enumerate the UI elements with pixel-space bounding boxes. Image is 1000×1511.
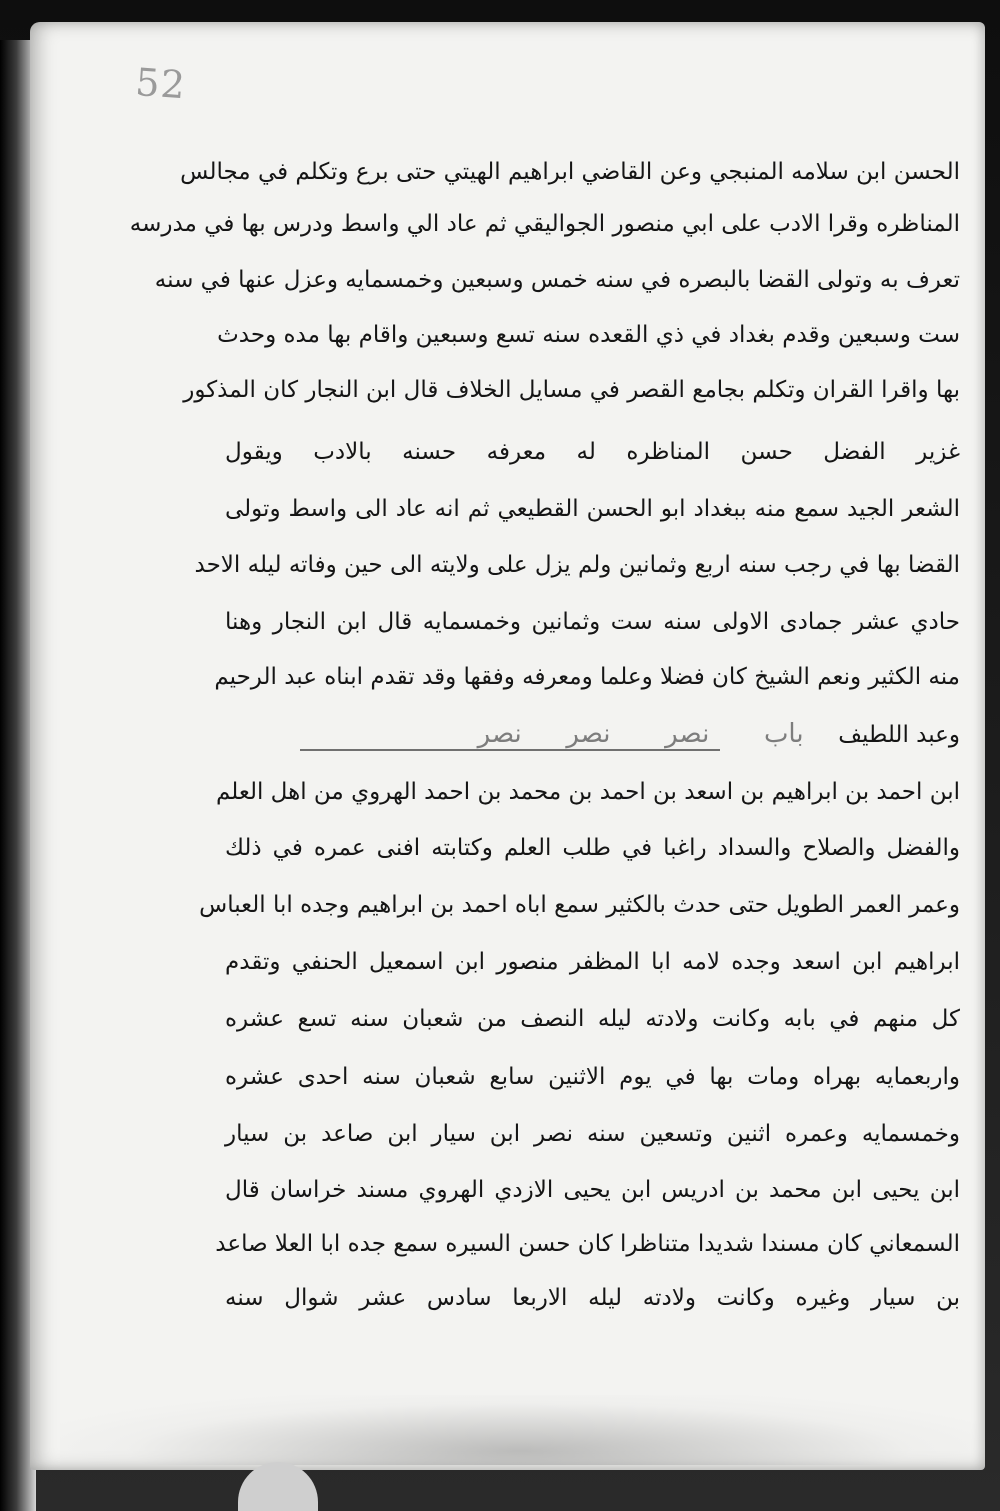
text-line: وعمر العمر الطويل حتى حدث بالكثير سمع اباه احمد بن ابراهيم وجده ابا العباس bbox=[199, 892, 960, 918]
text-line: ابراهيم ابن اسعد وجده لامه ابا المظفر منصور ابن اسمعيل الحنفي وتقدم bbox=[225, 949, 960, 975]
text-line: تعرف به وتولى القضا بالبصره في سنه خمس وسبعين وخمسمايه وعزل عنها في سنه bbox=[154, 267, 960, 293]
text-line: والفضل والصلاح والسداد راغبا في طلب العلم وكتابته افنى عمره في ذلك bbox=[225, 835, 960, 861]
text-fragment: وعبد اللطيف bbox=[838, 722, 960, 748]
text-line: واربعمايه بهراه ومات بها في يوم الاثنين سابع شعبان سنه احدى عشره bbox=[225, 1064, 960, 1090]
text-line: حادي عشر جمادى الاولى سنه ست وثمانين وخمسمايه قال ابن النجار وهنا bbox=[225, 609, 960, 635]
text-line: الحسن ابن سلامه المنبجي وعن القاضي ابراهيم الهيتي حتى برع وتكلم في مجالس bbox=[180, 159, 960, 185]
section-heading-word: نصر bbox=[665, 719, 710, 749]
text-line: كل منهم في بابه وكانت ولادته ليله النصف من شعبان سنه تسع عشره bbox=[225, 1006, 960, 1032]
text-line: الشعر الجيد سمع منه ببغداد ابو الحسن القطيعي ثم انه عاد الى واسط وتولى bbox=[225, 496, 960, 522]
heading-underline bbox=[300, 735, 720, 751]
section-heading-word: نصر bbox=[566, 719, 611, 749]
text-line: القضا بها في رجب سنه اربع وثمانين ولم يزل على ولايته الى حين وفاته ليله الاحد bbox=[194, 552, 960, 578]
section-heading-prefix: باب bbox=[763, 719, 804, 749]
text-line: بن سيار وغيره وكانت ولادته ليله الاربعا سادس عشر شوال سنه bbox=[225, 1285, 960, 1311]
text-line: غزير الفضل حسن المناظره له معرفه حسنه بالادب ويقول bbox=[225, 439, 960, 465]
section-heading-word: نصر bbox=[477, 719, 522, 749]
text-line: ست وسبعين وقدم بغداد في ذي القعده سنه تسع وسبعين واقام بها مده وحدث bbox=[217, 322, 960, 348]
text-line: ابن احمد بن ابراهيم بن اسعد بن احمد بن محمد بن احمد الهروي من اهل العلم bbox=[215, 779, 960, 805]
page-stain bbox=[60, 1395, 980, 1465]
text-line: منه الكثير ونعم الشيخ كان فضلا وعلما ومعرفه وفقها وقد تقدم ابناه عبد الرحيم bbox=[214, 664, 960, 690]
manuscript-text bbox=[129, 148, 960, 1311]
text-line: المناظره وقرا الادب على ابي منصور الجواليقي ثم عاد الي واسط ودرس بها في مدرسه bbox=[129, 211, 960, 237]
page-number: 52 bbox=[133, 59, 188, 108]
text-line: وخمسمايه وعمره اثنين وتسعين سنه نصر ابن سيار ابن صاعد بن سيار bbox=[225, 1121, 960, 1147]
text-line: السمعاني كان مسندا شديدا متناظرا كان حسن السيره سمع جده ابا العلا صاعد bbox=[215, 1231, 960, 1257]
text-line: ابن يحيى ابن محمد بن ادريس ابن يحيى الازدي الهروي مسند خراسان قال bbox=[225, 1177, 960, 1203]
text-line: بها واقرا القران وتكلم بجامع القصر في مسايل الخلاف قال ابن النجار كان المذكور bbox=[183, 377, 960, 403]
